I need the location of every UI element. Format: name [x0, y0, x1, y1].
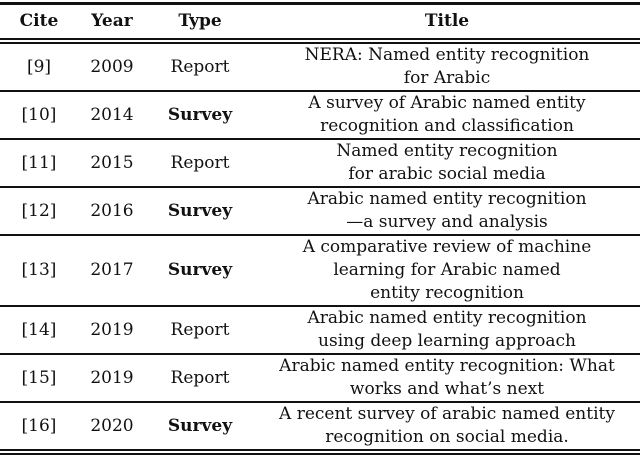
header-year: Year [91, 11, 133, 31]
title-cell: Named entity recognition for arabic social media [336, 141, 558, 184]
year-cell: 2017 [90, 260, 134, 280]
cite-cell: [9] [26, 56, 52, 77]
survey-table [0, 2, 640, 455]
header-cite: Cite [19, 11, 59, 31]
year-cell: 2019 [90, 319, 134, 340]
table-row [0, 91, 640, 139]
type-cell: Report [170, 319, 230, 340]
table-row [0, 402, 640, 452]
title-cell: A survey of Arabic named entity recognition and classification [308, 93, 586, 136]
header-row [0, 4, 640, 42]
table-row [0, 306, 640, 354]
title-cell: A recent survey of arabic named entity recognition on social media. [279, 404, 615, 447]
cite-cell: [13] [21, 260, 57, 280]
year-cell: 2009 [90, 56, 134, 77]
cite-cell: [12] [21, 200, 57, 221]
title-cell: Arabic named entity recognition —a survey and analysis [307, 189, 587, 232]
type-cell: Survey [167, 260, 233, 280]
header-type: Type [178, 11, 222, 31]
type-cell: Report [170, 56, 230, 77]
cite-cell: [14] [21, 319, 57, 340]
year-cell: 2015 [90, 152, 134, 173]
cite-cell: [10] [21, 104, 57, 125]
type-cell: Survey [167, 104, 233, 125]
year-cell: 2014 [90, 104, 134, 125]
table-row [0, 41, 640, 91]
title-cell: Arabic named entity recognition: What works and what’s next [279, 356, 615, 399]
cite-cell: [15] [21, 367, 57, 388]
type-cell: Survey [167, 200, 233, 221]
type-cell: Report [170, 367, 230, 388]
title-cell: Arabic named entity recognition using deep learning approach [307, 308, 587, 351]
table-row [0, 187, 640, 235]
header-title: Title [424, 11, 470, 31]
table-row [0, 235, 640, 306]
table-row [0, 139, 640, 187]
year-cell: 2019 [90, 367, 134, 388]
table-row [0, 354, 640, 402]
cite-cell: [16] [21, 415, 57, 436]
type-cell: Report [170, 152, 230, 173]
title-cell: A comparative review of machine learning for Arabic named entity recognition [302, 237, 592, 303]
cite-cell: [11] [21, 152, 57, 173]
type-cell: Survey [167, 415, 233, 436]
year-cell: 2016 [90, 200, 134, 221]
title-cell: NERA: Named entity recognition for Arabic [304, 45, 590, 88]
year-cell: 2020 [90, 415, 134, 436]
